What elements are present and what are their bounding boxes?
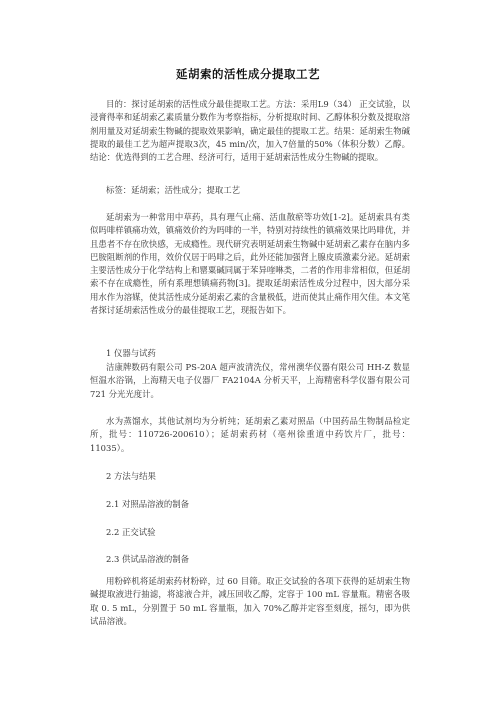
- reagents-paragraph: 水为蒸馏水，其他试剂均为分析纯；延胡索乙素对照品（中国药品生物制品检定所，批号：110726-200610）；延胡索药材（亳州徐重道中药饮片厂，批号：11035）。: [90, 416, 410, 453]
- abstract-paragraph: 目的：探讨延胡索的活性成分最佳提取工艺。方法：采用L9（34） 正交试验，以浸膏得率和延胡索乙素质量分数作为考察指标，分析提取时间、乙醇体积分数及提取溶剂用量及对延胡索生物碱的提取效果影响，确定最佳的提取工艺。结果：延胡索生物碱提取的最佳工艺为超声提取3次，45 min/次，加入7倍量的50%（体积分数）乙醇。结论：优选得到的工艺合理、经济可行，适用于延胡索活性成分生物碱的提取。: [90, 99, 410, 163]
- preparation-paragraph: 用粉碎机将延胡索药材粉碎，过 60 目筛。取正交试验的各项下获得的延胡索生物碱提取液进行抽滤，将滤液合并，减压回收乙醇，定容于 100 mL 容量瓶。精密各吸取 0. 5 mL，分别置于 50 mL 容量瓶，加入 70%乙醇并定容至刻度，摇匀，即为供试品溶液。: [90, 576, 410, 626]
- keywords-line: 标签：延胡索；活性成分；提取工艺: [106, 185, 240, 195]
- introduction-paragraph: 延胡索为一种常用中草药，具有理气止痛、活血散瘀等功效[1-2]。延胡索具有类似吗啡样镇痛功效，镇痛效价约为吗啡的一半，特别对持续性的镇痛效果比吗啡优，并且患者不存在欣快感，无成瘾性。现代研究表明延胡索生物碱中延胡索乙素存在脑内多巴胺阻断剂的作用，效价仅居于吗啡之后，此外还能加强肾上腺皮质激素分泌。延胡索主要活性成分于化学结构上和罂粟碱同属于苯异喹啉类，二者的作用非常相似，但延胡索不存在成瘾性，所有系理想镇痛药物[3]。提取延胡索活性成分过程中，因大部分采用水作为溶媒，使其活性成分延胡索乙素的含量极低，进而使其止痛作用欠佳。本文笔者探讨延胡索活性成分的最佳提取工艺，现报告如下。: [90, 212, 410, 316]
- section-heading-2: 2 方法与结果: [106, 471, 156, 481]
- instruments-paragraph: 洁康牌数码有限公司 PS-20A 超声波清洗仪，常州澳华仪器有限公司 HH-Z 数显恒温水浴锅，上海精天电子仪器厂 FA2104A 分析天平，上海精密科学仪器有限公司 721 分光光度计。: [90, 362, 410, 399]
- subsection-heading-2-2: 2.2 正交试验: [106, 527, 156, 537]
- subsection-heading-2-3: 2.3 供试品溶液的制备: [106, 554, 189, 564]
- subsection-heading-2-1: 2.1 对照品溶液的制备: [106, 499, 189, 509]
- section-heading-1: 1 仪器与试药: [106, 348, 156, 358]
- document-title: 延胡索的活性成分提取工艺: [176, 67, 320, 81]
